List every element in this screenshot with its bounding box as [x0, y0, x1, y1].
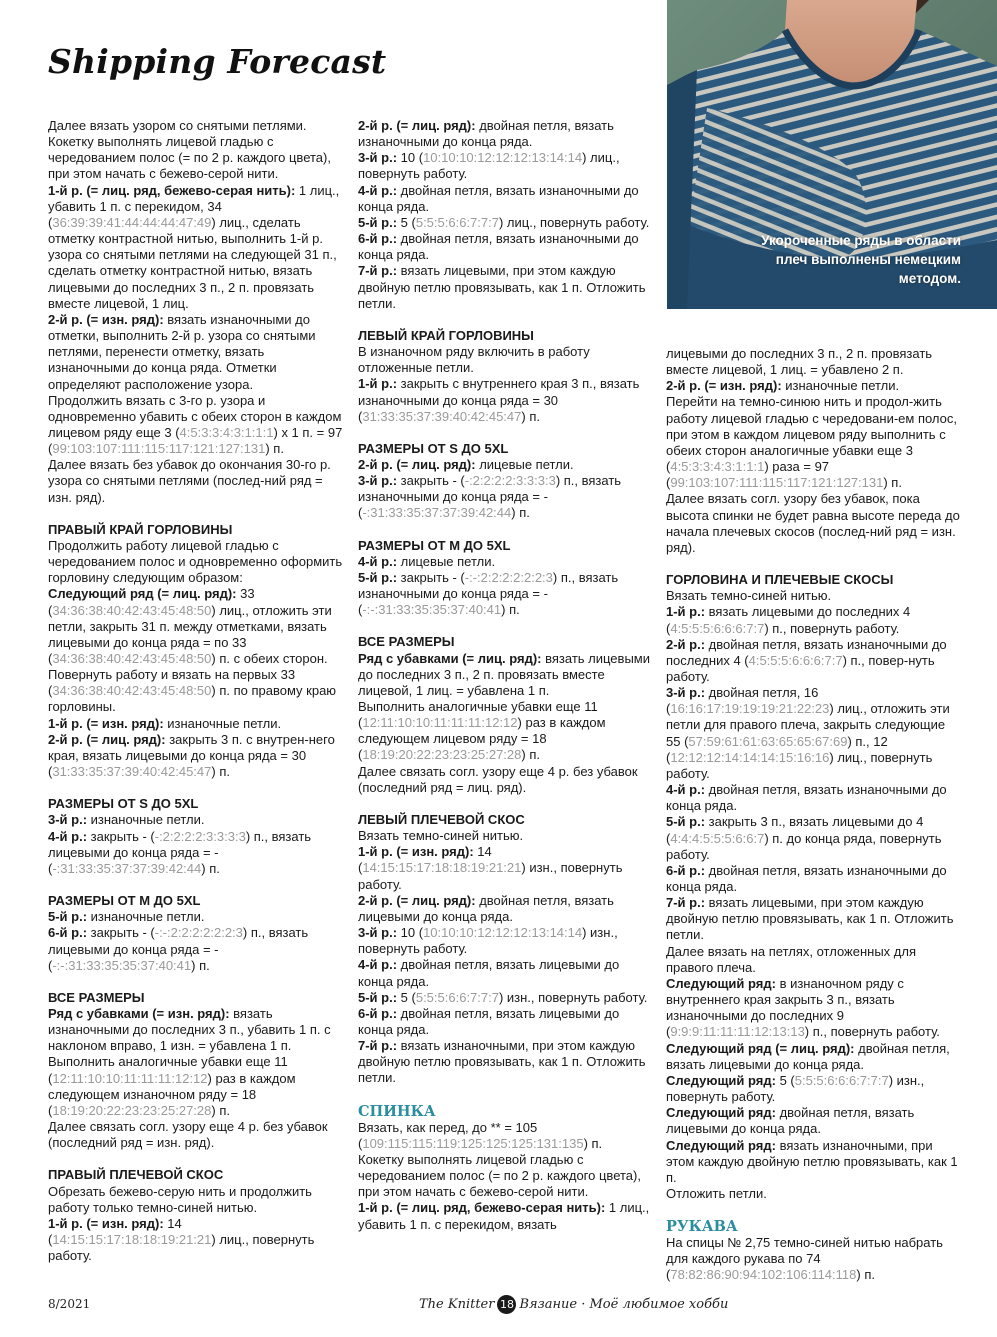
text-line: Продолжить работу лицевой гладью с чередованием полос и одновременно оформить горловину следующим образом: — [48, 537, 343, 586]
section-heading: РАЗМЕРЫ ОТ S ДО 5XL — [48, 796, 199, 812]
text-line: 2-й р. (= лиц. ряд): лицевые петли. — [358, 456, 574, 472]
text-line: 7-й р.: вязать изнаночными, при этом каждую двойную петлю провязывать, как 1 п. Отложить петли. — [358, 1038, 646, 1086]
section — [358, 1103, 654, 1233]
text-line: Следующий ряд (= лиц. ряд): 33 (34:36:38:40:42:43:45:48:50) лиц., отложить эти петли, закрыть 31 п. между отметками, вязать лицевыми до конца ряда = по 33 (34:36:38:40:42:43:45:48:50) п. с обеих сторон. — [48, 586, 332, 666]
text-line: 2-й р. (= изн. ряд): вязать изнаночными до отметки, выполнить 2-й р. узора со снятыми петлями, перенести отметку, вязать изнаночными до конца ряда. Отметки определяют расположение узора. — [48, 311, 316, 392]
section-heading: ВСЕ РАЗМЕРЫ — [48, 989, 145, 1005]
paragraph — [666, 346, 962, 556]
text-line: Ряд с убавками (= изн. ряд): вязать изнаночными до последних 3 п., убавить 1 п. с наклоном вправо, 1 изн. = убавлена 1 п. — [48, 1005, 331, 1054]
text-line: 2-й р. (= лиц. ряд): двойная петля, вязать лицевыми до конца ряда. — [358, 892, 614, 924]
text-line: 1-й р. (= изн. ряд): 14 (14:15:15:17:18:18:19:21:21) изн., повернуть работу. — [358, 844, 623, 892]
section — [48, 990, 344, 1152]
section — [358, 538, 654, 619]
text-line: 7-й р.: вязать лицевыми, при этом каждую двойную петлю провязывать, как 1 п. Отложить петли. — [358, 263, 646, 311]
text-line: Кокетку выполнять лицевой гладью с чередованием полос (= по 2 р. каждого цвета), при этом начать с бежево-серой нити. — [358, 1151, 641, 1200]
text-column-1 — [48, 118, 344, 1264]
text-line: 5-й р.: закрыть - (-:-:2:2:2:2:2:2:3) п., вязать изнаночными до конца ряда = - (-:-:31:33:35:35:37:40:41) п. — [358, 569, 619, 618]
photo-caption: Укороченные ряды в области плеч выполнены немецким методом. — [761, 233, 961, 286]
paragraph — [48, 118, 344, 506]
text-line: 4-й р.: двойная петля, вязать изнаночными до конца ряда. — [358, 182, 639, 214]
section — [666, 1218, 962, 1283]
text-column-3 — [666, 346, 962, 1284]
text-line: Повернуть работу и вязать на первых 33 (34:36:38:40:42:43:45:48:50) п. по правому краю горловины. — [48, 667, 337, 715]
text-line: Следующий ряд: вязать изнаночными, при этом каждую двойную петлю провязывать, как 1 п. — [666, 1137, 958, 1185]
text-line: 2-й р. (= лиц. ряд): закрыть 3 п. с внутрен-него края, вязать лицевыми до конца ряда = 30 (31:33:35:37:39:40:42:45:47) п. — [48, 731, 335, 780]
section — [48, 796, 344, 877]
text-line: Перейти на темно-синюю нить и продол-жить работу лицевой гладью с чередовани-ем полос, при этом в каждом лицевом ряду выполнить с обеих сторон аналогичные убавки еще 3 (4:5:3:3:4:3:1:1:1) раза = 97 (99:103:107:111:115:117:121:127:131) п. — [666, 394, 957, 491]
section-heading: ВСЕ РАЗМЕРЫ — [358, 634, 455, 650]
text-line: 4-й р.: лицевые петли. — [358, 553, 496, 569]
section-heading: ЛЕВЫЙ КРАЙ ГОРЛОВИНЫ — [358, 327, 534, 343]
section-heading: ПРАВЫЙ КРАЙ ГОРЛОВИНЫ — [48, 521, 233, 537]
text-line: Далее вязать на петлях, отложенных для правого плеча. — [666, 943, 916, 975]
section-heading: ГОРЛОВИНА И ПЛЕЧЕВЫЕ СКОСЫ — [666, 572, 894, 588]
text-line: 1-й р. (= лиц. ряд, бежево-серая нить): 1 лиц., убавить 1 п. с перекидом, 34 (36:39:39:41:44:44:44:47:49) лиц., сделать отметку контрастной нитью, выполнить 1-й р. узора со снятыми петлями на следующей 31 п., сделать отметку контрастной нитью, вязать лицевыми до последних 3 п., 2 п. провязать вместе лицевой, 1 лиц. — [48, 182, 340, 311]
text-column-2 — [358, 118, 654, 1233]
text-line: Следующий ряд (= лиц. ряд): двойная петля, вязать лицевыми до конца ряда. — [666, 1040, 950, 1072]
text-line: 5-й р.: изнаночные петли. — [48, 909, 205, 925]
text-line: 2-й р. (= лиц. ряд): двойная петля, вязать изнаночными до конца ряда. — [358, 118, 614, 150]
text-line: Выполнить аналогичные убавки еще 11 (12:11:10:10:11:11:11:12:12) раз в каждом следующем лицевом ряду = 18 (18:19:20:22:23:23:25:27:28) п. — [358, 699, 606, 763]
page-title: Shipping Forecast — [48, 42, 387, 81]
text-line: 3-й р.: 10 (10:10:10:12:12:12:13:14:14) лиц., повернуть работу. — [358, 150, 620, 182]
section — [666, 572, 962, 1202]
section-heading: ЛЕВЫЙ ПЛЕЧЕВОЙ СКОС — [358, 811, 525, 827]
text-line: 7-й р.: вязать лицевыми, при этом каждую двойную петлю провязывать, как 1 п. Отложить петли. — [666, 895, 954, 943]
section-heading: ПРАВЫЙ ПЛЕЧЕВОЙ СКОС — [48, 1167, 224, 1183]
text-line: Далее связать согл. узору еще 4 р. без убавок (последний ряд = лиц. ряд). — [358, 763, 638, 795]
magazine-footer — [419, 1295, 728, 1314]
text-line: 1-й р. (= лиц. ряд, бежево-серая нить): 1 лиц., убавить 1 п. с перекидом, вязать — [358, 1200, 650, 1232]
text-line: 1-й р. (= изн. ряд): 14 (14:15:15:17:18:18:19:21:21) лиц., повернуть работу. — [48, 1215, 315, 1264]
text-line: Далее связать согл. узору еще 4 р. без убавок (последний ряд = изн. ряд). — [48, 1119, 328, 1151]
text-line: 4-й р.: закрыть - (-:2:2:2:2:3:3:3:3) п., вязать лицевыми до конца ряда = - (-:31:33:35:37:37:39:42:44) п. — [48, 828, 312, 876]
section-heading: РУКАВА — [666, 1218, 738, 1236]
magazine-tagline: Вязание · Моё любимое хобби — [519, 1297, 729, 1312]
text-line: 4-й р.: двойная петля, вязать изнаночными до конца ряда. — [666, 782, 947, 814]
text-line: 3-й р.: двойная петля, 16 (16:16:17:19:19:19:21:22:23) лиц., отложить эти петли для правого плеча, закрыть следующие 55 (57:59:61:61:63:65:65:67:69) п., 12 (12:12:12:14:14:14:15:16:16) лиц., повернуть работу. — [666, 685, 950, 781]
text-line: 2-й р. (= изн. ряд): изнаночные петли. — [666, 378, 900, 394]
text-line: Вязать темно-синей нитью. — [666, 588, 832, 604]
section-heading: РАЗМЕРЫ ОТ S ДО 5XL — [358, 440, 509, 456]
text-line: Ряд с убавками (= лиц. ряд): вязать лицевыми до последних 3 п., 2 п. провязать вместе лицевой, 1 лиц. = убавлена 1 п. — [358, 650, 650, 698]
section — [358, 328, 654, 425]
section — [358, 441, 654, 522]
section — [48, 893, 344, 974]
text-line: Выполнить аналогичные убавки еще 11 (12:11:10:10:11:11:11:12:12) раз в каждом следующем изнаночном ряду = 18 (18:19:20:22:23:23:25:27:28) п. — [48, 1054, 296, 1118]
page-footer — [0, 1293, 997, 1315]
text-line: 3-й р.: закрыть - (-:2:2:2:2:3:3:3:3) п., вязать изнаночными до конца ряда = - (-:31:33:35:37:37:39:42:44) п. — [358, 473, 622, 521]
text-line: 3-й р.: 10 (10:10:10:12:12:12:13:14:14) изн., повернуть работу. — [358, 925, 618, 957]
text-line: 4-й р.: двойная петля, вязать лицевыми до конца ряда. — [358, 957, 620, 989]
section-heading: РАЗМЕРЫ ОТ M ДО 5XL — [48, 893, 201, 909]
text-line: 6-й р.: двойная петля, вязать изнаночными до конца ряда. — [358, 231, 639, 263]
text-line: Далее вязать без убавок до окончания 30-го р. узора со снятыми петлями (послед-ний ряд = изн. ряд). — [48, 457, 331, 505]
text-line: 6-й р.: двойная петля, вязать лицевыми до конца ряда. — [358, 1005, 620, 1037]
text-line: Далее вязать узором со снятыми петлями. Кокетку выполнять лицевой гладью с чередованием полос (= по 2 р. каждого цвета), при этом начать с бежево-серой нити. — [48, 118, 331, 182]
text-line: Продолжить вязать с 3-го р. узора и одновременно убавить с обеих сторон в каждом лицевом ряду еще 3 (4:5:3:3:4:3:1:1:1) х 1 п. = 97 (99:103:107:111:115:117:121:127:131) п. — [48, 392, 343, 457]
text-line: В изнаночном ряду включить в работу отложенные петли. — [358, 344, 590, 376]
magazine-name: The Knitter — [419, 1297, 495, 1312]
text-line: Вязать темно-синей нитью. — [358, 828, 524, 844]
section-heading: РАЗМЕРЫ ОТ M ДО 5XL — [358, 537, 511, 553]
text-line: 6-й р.: двойная петля, вязать изнаночными до конца ряда. — [666, 862, 947, 894]
text-line: Отложить петли. — [666, 1185, 767, 1201]
paragraph — [358, 118, 654, 312]
text-line: 2-й р.: двойная петля, вязать изнаночными до последних 4 (4:5:5:5:6:6:6:7:7) п., повер-нуть работу. — [666, 636, 947, 684]
text-line: 1-й р.: вязать лицевыми до последних 4 (4:5:5:5:6:6:6:7:7) п., повернуть работу. — [666, 604, 911, 636]
text-line: 1-й р.: закрыть с внутреннего края 3 п., вязать изнаночными до конца ряда = 30 (31:33:35:37:39:40:42:45:47) п. — [358, 376, 640, 424]
text-line: Следующий ряд: в изнаночном ряду с внутреннего края закрыть 3 п., вязать изнаночными до последних 9 (9:9:9:11:11:11:12:13:13) п., повернуть работу. — [666, 975, 940, 1040]
text-line: Обрезать бежево-серую нить и продолжить работу только темно-синей нитью. — [48, 1183, 312, 1215]
text-line: 5-й р.: 5 (5:5:5:6:6:7:7:7) лиц., повернуть работу. — [358, 214, 650, 230]
section — [48, 522, 344, 781]
text-line: Далее вязать согл. узору без убавок, пока высота спинки не будет равна высоте переда до начала плечевых скосов (послед-ний ряд = изн. ряд). — [666, 491, 960, 555]
text-line: Следующий ряд: 5 (5:5:5:6:6:6:7:7:7) изн., повернуть работу. — [666, 1072, 925, 1105]
issue-number: 8/2021 — [48, 1297, 91, 1311]
text-line: 5-й р.: 5 (5:5:5:6:6:7:7:7) изн., повернуть работу. — [358, 989, 648, 1005]
sweater-photo — [667, 0, 997, 309]
page-number: 18 — [497, 1295, 516, 1314]
text-line: 1-й р. (= изн. ряд): изнаночные петли. — [48, 715, 282, 731]
section — [358, 812, 654, 1087]
text-line: Следующий ряд: двойная петля, вязать лицевыми до конца ряда. — [666, 1105, 915, 1137]
text-line: 5-й р.: закрыть 3 п., вязать лицевыми до 4 (4:4:4:5:5:5:6:6:7) п. до конца ряда, повернуть работу. — [666, 814, 942, 862]
section — [48, 1167, 344, 1264]
text-line: На спицы № 2,75 темно-синей нитью набрать для каждого рукава по 74 (78:82:86:90:94:102:106:114:118) п. — [666, 1235, 943, 1283]
text-line: 6-й р.: закрыть - (-:-:2:2:2:2:2:2:3) п., вязать лицевыми до конца ряда = - (-:-:31:33:35:35:37:40:41) п. — [48, 925, 309, 973]
section-heading: СПИНКА — [358, 1102, 436, 1120]
text-line: Вязать, как перед, до ** = 105 (109:115:115:119:125:125:125:131:135) п. — [358, 1119, 603, 1151]
text-line: лицевыми до последних 3 п., 2 п. провязать вместе лицевой, 1 лиц. = убавлено 2 п. — [666, 346, 933, 378]
text-line: 3-й р.: изнаночные петли. — [48, 812, 205, 828]
section — [358, 634, 654, 796]
